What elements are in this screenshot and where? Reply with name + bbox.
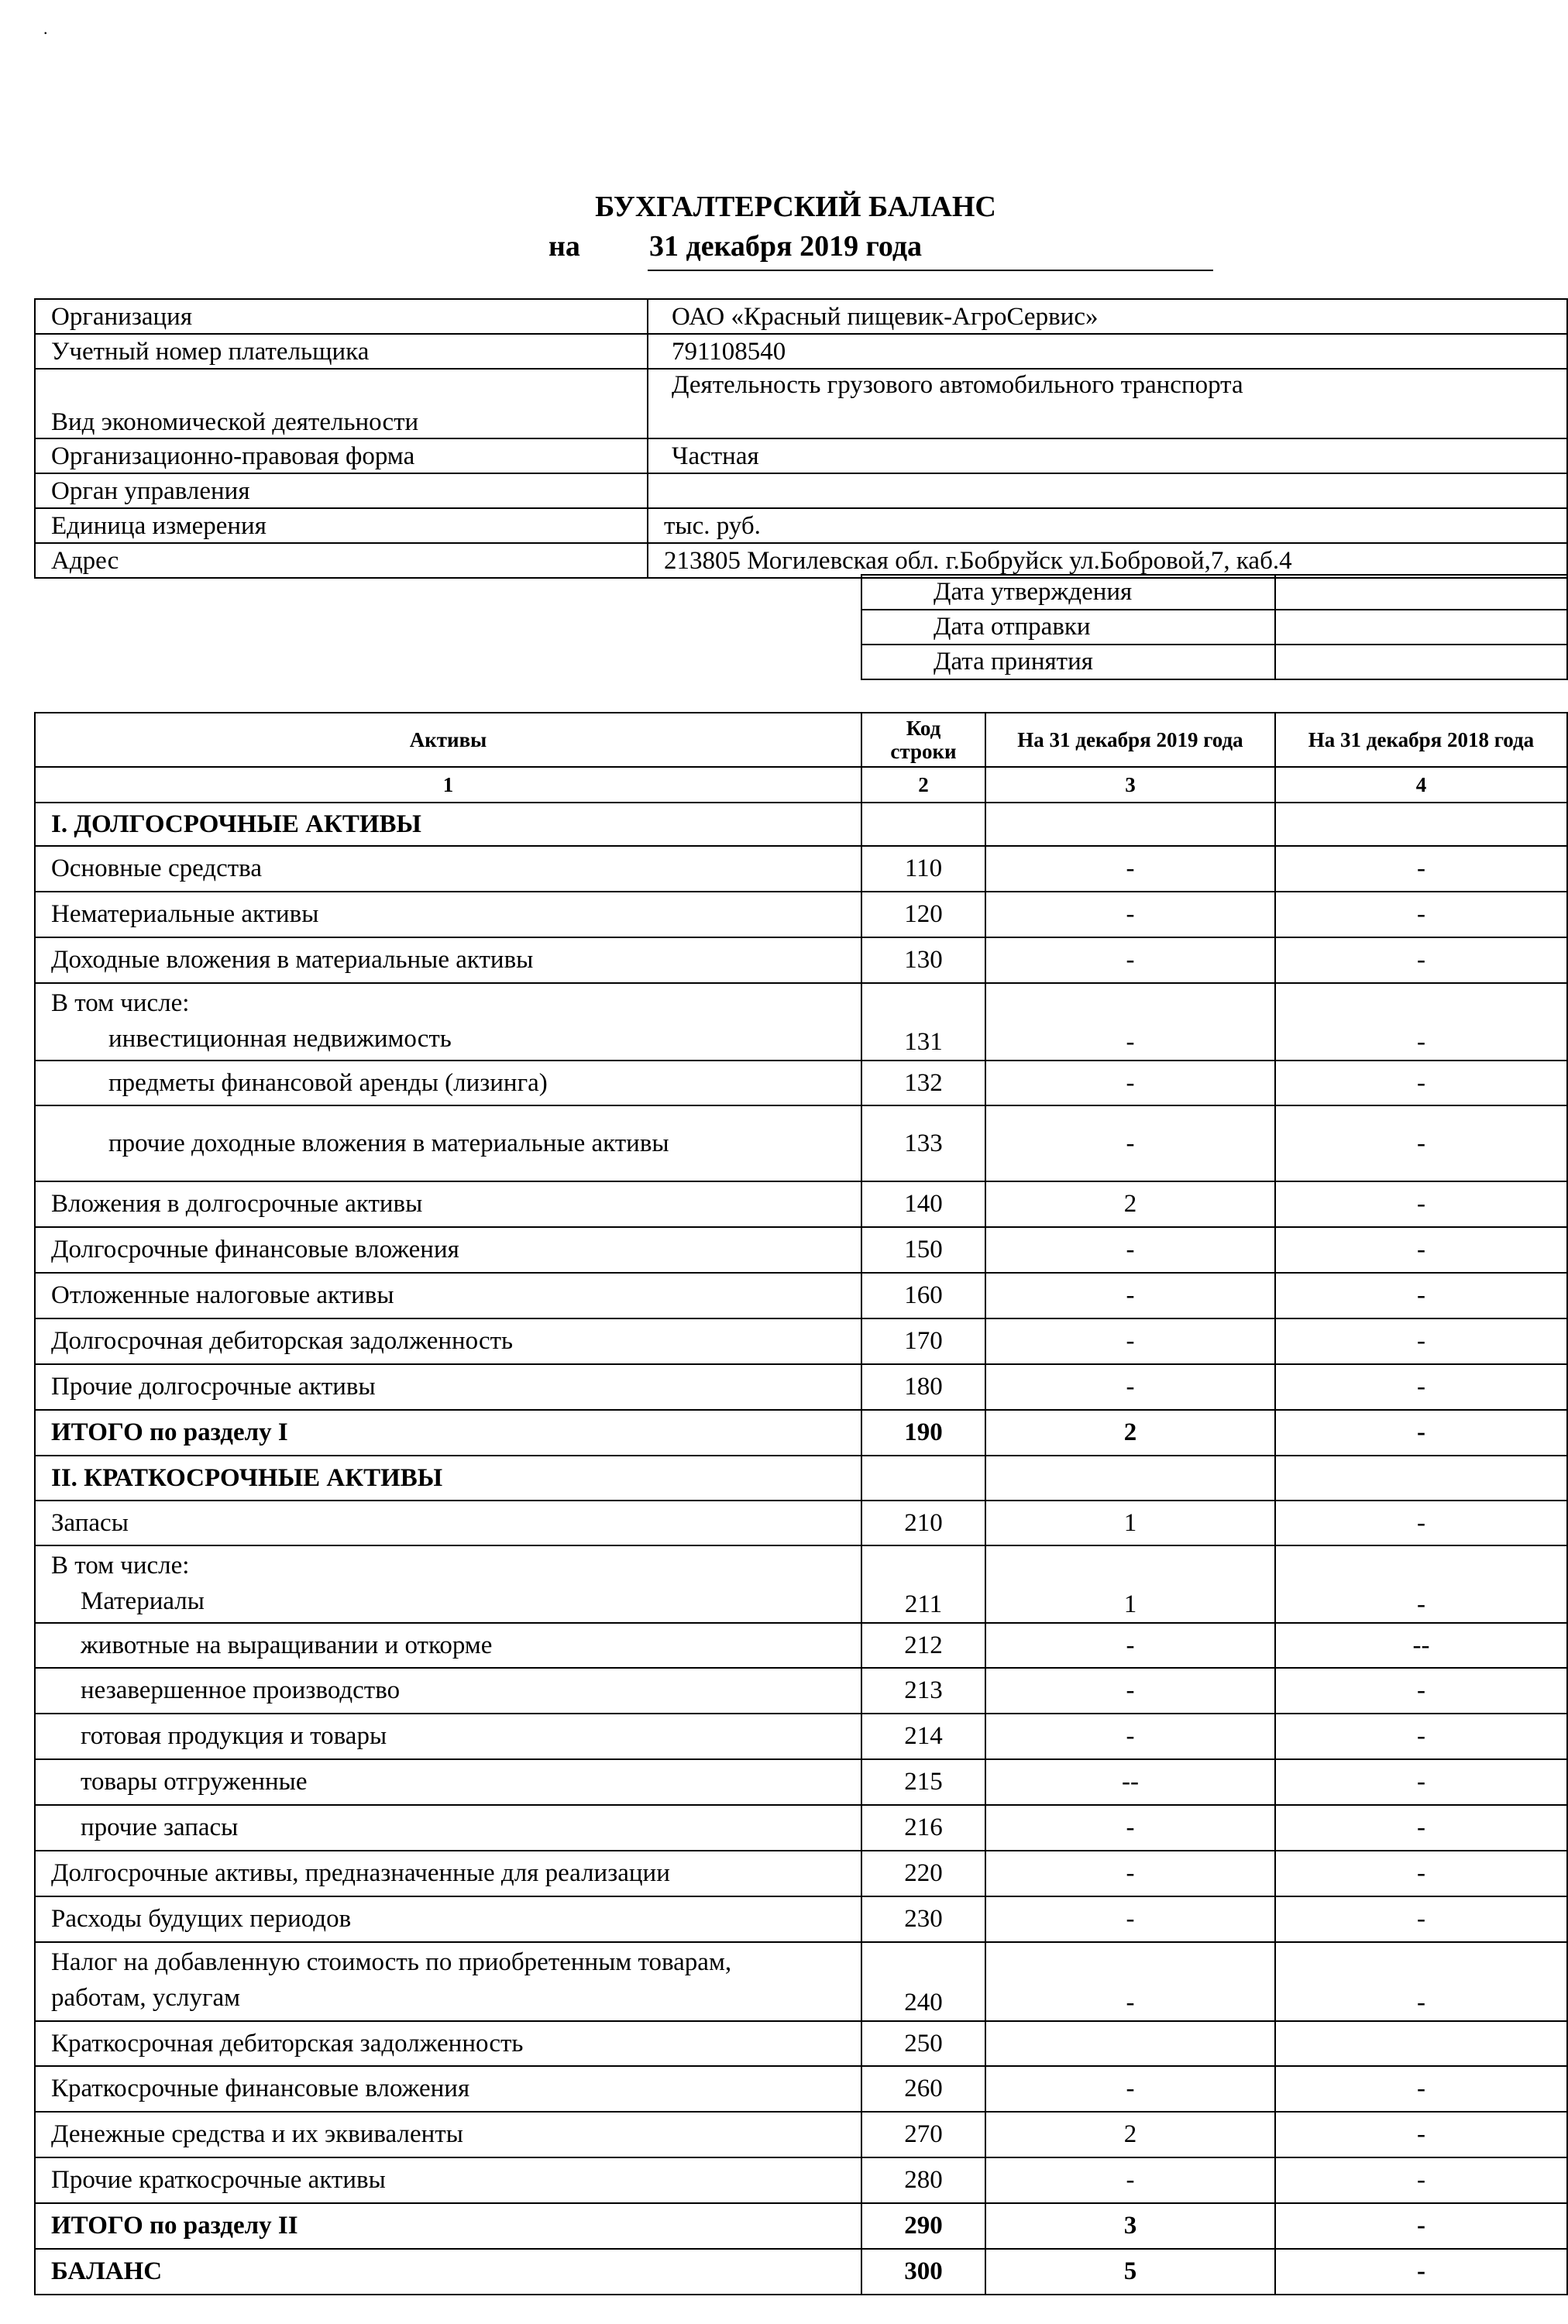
row-value-2018: -	[1275, 892, 1567, 937]
row-value-2019: -	[985, 1668, 1275, 1714]
row-value-2018	[1275, 803, 1567, 846]
total-row	[35, 1410, 1567, 1456]
org-label: Организационно-правовая форма	[35, 438, 648, 473]
org-value: Частная	[648, 438, 1567, 473]
org-value: 791108540	[648, 334, 1567, 369]
row-value-2018: -	[1275, 1942, 1567, 2021]
date-prefix: на	[548, 230, 580, 263]
row-label: Прочие краткосрочные активы	[35, 2157, 861, 2203]
row-value-2019: -	[985, 2066, 1275, 2112]
row-value-2019: -	[985, 1942, 1275, 2021]
row-value-2019: -	[985, 1851, 1275, 1896]
row-value-2018: -	[1275, 1105, 1567, 1181]
table-row	[35, 1668, 1567, 1714]
table-row	[35, 983, 1567, 1061]
row-code: 160	[861, 1273, 985, 1318]
balance-row	[35, 2249, 1567, 2295]
row-label: Долгосрочная дебиторская задолженность	[35, 1318, 861, 1364]
row-label-cell	[35, 1942, 861, 2021]
row-value-2019	[985, 1456, 1275, 1501]
row-label: БАЛАНС	[35, 2249, 861, 2295]
row-label: прочие доходные вложения в материальные активы	[35, 1105, 861, 1181]
table-row	[35, 1105, 1567, 1181]
row-code: 213	[861, 1668, 985, 1714]
row-value-2018: -	[1275, 2203, 1567, 2249]
table-row	[35, 1896, 1567, 1942]
corner-mark: .	[43, 19, 48, 38]
row-label: ИТОГО по разделу I	[35, 1410, 861, 1456]
row-label: Вложения в долгосрочные активы	[35, 1181, 861, 1227]
row-label: Расходы будущих периодов	[35, 1896, 861, 1942]
column-number: 4	[1275, 767, 1567, 803]
row-label-cell	[35, 1545, 861, 1623]
row-value-2018	[1275, 1456, 1567, 1501]
row-label: товары отгруженные	[35, 1759, 861, 1805]
row-value-2018: -	[1275, 1227, 1567, 1273]
row-value-2019: -	[985, 983, 1275, 1061]
date-row	[861, 645, 1567, 679]
row-label: Запасы	[35, 1501, 861, 1545]
org-value: Деятельность грузового автомобильного транспорта	[648, 369, 1567, 438]
row-value-2018: -	[1275, 937, 1567, 983]
org-row	[35, 369, 1567, 438]
row-code	[861, 803, 985, 846]
row-label: незавершенное производство	[35, 1668, 861, 1714]
row-code: 250	[861, 2021, 985, 2066]
column-number: 3	[985, 767, 1275, 803]
row-value-2019	[985, 803, 1275, 846]
assets-table	[34, 712, 1568, 2295]
row-label: животные на выращивании и откорме	[35, 1623, 861, 1668]
org-value: ОАО «Красный пищевик-АгроСервис»	[648, 299, 1567, 334]
table-row	[35, 1181, 1567, 1227]
row-value-2019: --	[985, 1759, 1275, 1805]
row-value-2018: -	[1275, 1181, 1567, 1227]
row-value-2018: -	[1275, 1273, 1567, 1318]
row-value-2018: -	[1275, 2066, 1567, 2112]
row-sublabel: Материалы	[81, 1587, 205, 1615]
row-label: ИТОГО по разделу II	[35, 2203, 861, 2249]
row-code: 110	[861, 846, 985, 892]
date-field	[1275, 575, 1567, 610]
row-label: В том числе:	[51, 1552, 190, 1580]
row-code: 212	[861, 1623, 985, 1668]
row-code: 240	[861, 1942, 985, 2021]
row-label: Прочие долгосрочные активы	[35, 1364, 861, 1410]
org-label: Организация	[35, 299, 648, 334]
row-value-2018: -	[1275, 1759, 1567, 1805]
row-code	[861, 1456, 985, 1501]
table-row	[35, 1273, 1567, 1318]
table-row	[35, 1759, 1567, 1805]
row-value-2019: -	[985, 1623, 1275, 1668]
row-value-2019: -	[985, 1714, 1275, 1759]
date-underline	[648, 270, 1213, 271]
row-label: Нематериальные активы	[35, 892, 861, 937]
row-label: Долгосрочные активы, предназначенные для реализации	[35, 1851, 861, 1896]
row-value-2018: -	[1275, 1501, 1567, 1545]
row-code: 150	[861, 1227, 985, 1273]
row-value-2019: 2	[985, 1410, 1275, 1456]
row-code: 210	[861, 1501, 985, 1545]
row-code: 190	[861, 1410, 985, 1456]
table-row	[35, 1942, 1567, 2021]
row-label: Долгосрочные финансовые вложения	[35, 1227, 861, 1273]
row-label: Краткосрочные финансовые вложения	[35, 2066, 861, 2112]
row-value-2018: -	[1275, 1364, 1567, 1410]
row-label: I. ДОЛГОСРОЧНЫЕ АКТИВЫ	[35, 803, 861, 846]
row-label-cell	[35, 983, 861, 1061]
table-row	[35, 1851, 1567, 1896]
row-code: 216	[861, 1805, 985, 1851]
org-label: Единица измерения	[35, 508, 648, 543]
row-value-2019: -	[985, 2157, 1275, 2203]
row-label: В том числе:	[51, 989, 190, 1017]
row-value-2019: -	[985, 846, 1275, 892]
table-row	[35, 1061, 1567, 1105]
row-value-2018: -	[1275, 1061, 1567, 1105]
row-code: 131	[861, 983, 985, 1061]
row-code: 170	[861, 1318, 985, 1364]
document-title: БУХГАЛТЕРСКИЙ БАЛАНС	[595, 191, 996, 223]
row-sublabel: инвестиционная недвижимость	[108, 1025, 452, 1053]
table-row	[35, 1623, 1567, 1668]
org-value: 213805 Могилевская обл. г.Бобруйск ул.Бобровой,7, каб.4	[648, 543, 1567, 578]
row-value-2019: -	[985, 1805, 1275, 1851]
table-row	[35, 2157, 1567, 2203]
org-label: Орган управления	[35, 473, 648, 508]
row-value-2019: -	[985, 1273, 1275, 1318]
row-value-2018: -	[1275, 2157, 1567, 2203]
row-label: готовая продукция и товары	[35, 1714, 861, 1759]
date-row	[861, 575, 1567, 610]
row-value-2018: -	[1275, 2249, 1567, 2295]
org-row	[35, 473, 1567, 508]
table-row	[35, 1227, 1567, 1273]
table-row	[35, 846, 1567, 892]
row-code: 133	[861, 1105, 985, 1181]
row-value-2018: -	[1275, 2112, 1567, 2157]
header-2019: На 31 декабря 2019 года	[985, 713, 1275, 767]
row-value-2018: -	[1275, 1318, 1567, 1364]
row-label: Краткосрочная дебиторская задолженность	[35, 2021, 861, 2066]
header-2018: На 31 декабря 2018 года	[1275, 713, 1567, 767]
row-value-2018: -	[1275, 846, 1567, 892]
row-value-2019: -	[985, 1896, 1275, 1942]
row-code: 130	[861, 937, 985, 983]
row-value-2019: -	[985, 1105, 1275, 1181]
row-code: 220	[861, 1851, 985, 1896]
row-value-2018: -	[1275, 1714, 1567, 1759]
row-label: Доходные вложения в материальные активы	[35, 937, 861, 983]
org-label: Учетный номер плательщика	[35, 334, 648, 369]
section-header-row	[35, 803, 1567, 846]
row-code: 211	[861, 1545, 985, 1623]
column-number: 1	[35, 767, 861, 803]
total-row	[35, 2203, 1567, 2249]
row-value-2019: -	[985, 1227, 1275, 1273]
table-row	[35, 2021, 1567, 2066]
row-label: II. КРАТКОСРОЧНЫЕ АКТИВЫ	[35, 1456, 861, 1501]
date-field	[1275, 645, 1567, 679]
row-value-2019: -	[985, 937, 1275, 983]
table-row	[35, 1318, 1567, 1364]
dates-table	[861, 574, 1568, 680]
row-code: 290	[861, 2203, 985, 2249]
section-header-row	[35, 1456, 1567, 1501]
table-row	[35, 892, 1567, 937]
row-label: предметы финансовой аренды (лизинга)	[35, 1061, 861, 1105]
row-code: 140	[861, 1181, 985, 1227]
organization-info-table	[34, 298, 1568, 579]
row-value-2019: 1	[985, 1545, 1275, 1623]
table-row	[35, 1714, 1567, 1759]
row-label: Налог на добавленную стоимость по приобретенным товарам,	[51, 1948, 732, 1976]
row-code: 120	[861, 892, 985, 937]
date-label: Дата отправки	[861, 610, 1275, 645]
row-label: Основные средства	[35, 846, 861, 892]
column-number-row	[35, 767, 1567, 803]
header-assets: Активы	[35, 713, 861, 767]
row-value-2019: 2	[985, 2112, 1275, 2157]
row-value-2019	[985, 2021, 1275, 2066]
header-code: Код строки	[861, 713, 985, 767]
date-row	[861, 610, 1567, 645]
row-label: Отложенные налоговые активы	[35, 1273, 861, 1318]
org-row	[35, 508, 1567, 543]
row-value-2018: -	[1275, 1668, 1567, 1714]
date-value: 31 декабря 2019 года	[649, 230, 923, 263]
table-row	[35, 1364, 1567, 1410]
date-label: Дата принятия	[861, 645, 1275, 679]
row-code: 280	[861, 2157, 985, 2203]
org-row	[35, 299, 1567, 334]
org-value	[648, 473, 1567, 508]
org-row	[35, 438, 1567, 473]
row-label: Денежные средства и их эквиваленты	[35, 2112, 861, 2157]
row-code: 180	[861, 1364, 985, 1410]
row-value-2019: -	[985, 1318, 1275, 1364]
row-value-2018: -	[1275, 983, 1567, 1061]
date-label: Дата утверждения	[861, 575, 1275, 610]
org-row	[35, 543, 1567, 578]
table-row	[35, 2066, 1567, 2112]
table-row	[35, 1501, 1567, 1545]
row-code: 132	[861, 1061, 985, 1105]
row-value-2019: 1	[985, 1501, 1275, 1545]
row-sublabel: работам, услугам	[51, 1984, 241, 2012]
row-code: 300	[861, 2249, 985, 2295]
column-number: 2	[861, 767, 985, 803]
row-value-2019: 3	[985, 2203, 1275, 2249]
row-code: 215	[861, 1759, 985, 1805]
table-row	[35, 1805, 1567, 1851]
table-row	[35, 2112, 1567, 2157]
table-row	[35, 1545, 1567, 1623]
row-code: 214	[861, 1714, 985, 1759]
row-value-2018: -	[1275, 1410, 1567, 1456]
row-value-2019: -	[985, 1061, 1275, 1105]
org-row	[35, 334, 1567, 369]
date-field	[1275, 610, 1567, 645]
row-code: 230	[861, 1896, 985, 1942]
row-value-2019: 2	[985, 1181, 1275, 1227]
org-value: тыс. руб.	[648, 508, 1567, 543]
row-value-2019: -	[985, 1364, 1275, 1410]
row-label: прочие запасы	[35, 1805, 861, 1851]
table-header-row	[35, 713, 1567, 767]
row-value-2019: 5	[985, 2249, 1275, 2295]
row-value-2018: -	[1275, 1851, 1567, 1896]
row-code: 260	[861, 2066, 985, 2112]
row-value-2018: -	[1275, 1805, 1567, 1851]
table-row	[35, 937, 1567, 983]
row-code: 270	[861, 2112, 985, 2157]
row-value-2018	[1275, 2021, 1567, 2066]
row-value-2019: -	[985, 892, 1275, 937]
row-value-2018: --	[1275, 1623, 1567, 1668]
org-label: Адрес	[35, 543, 648, 578]
org-label: Вид экономической деятельности	[35, 369, 648, 438]
row-value-2018: -	[1275, 1545, 1567, 1623]
row-value-2018: -	[1275, 1896, 1567, 1942]
